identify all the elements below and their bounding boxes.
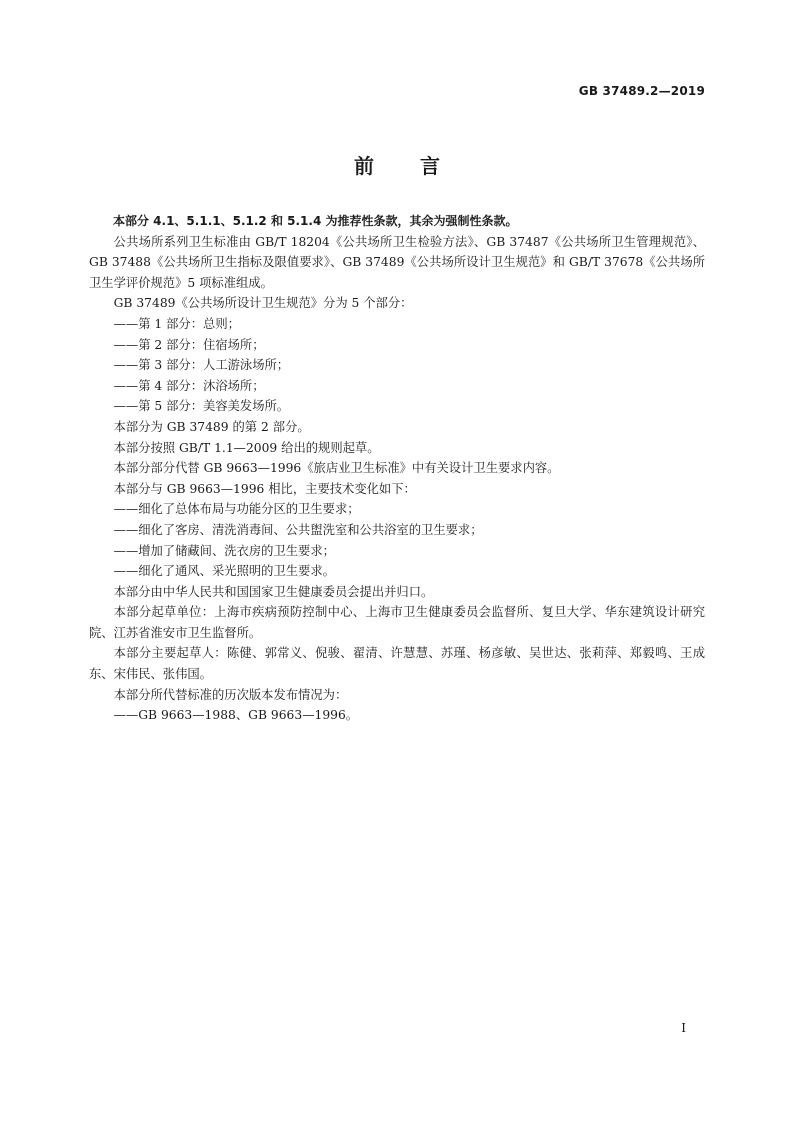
paragraph-replaces: 本部分部分代替 GB 9663—1996《旅店业卫生标准》中有关设计卫生要求内容。 xyxy=(113,461,560,476)
paragraph-previous-editions: 本部分所代替标准的历次版本发布情况为： xyxy=(113,687,348,702)
list-item-part-5: ——第 5 部分：美容美发场所。 xyxy=(113,399,290,414)
paragraph-drafting-rules: 本部分按照 GB/T 1.1—2009 给出的规则起草。 xyxy=(113,440,380,455)
list-item-change-4: ——细化了通风、采光照明的卫生要求。 xyxy=(113,564,335,579)
list-item-previous-editions: ——GB 9663—1988、GB 9663—1996。 xyxy=(113,708,359,723)
list-item-part-3: ——第 3 部分：人工游泳场所； xyxy=(113,358,290,373)
paragraph-drafting-units: 本部分起草单位：上海市疾病预防控制中心、上海市卫生健康委员会监督所、复旦大学、华东建筑设计研究院、江苏省淮安市卫生监督所。 xyxy=(89,605,705,640)
paragraph-normative-clauses: 本部分 4.1、5.1.1、5.1.2 和 5.1.4 为推荐性条款，其余为强制性条款。 xyxy=(113,214,518,228)
paragraph-this-part: 本部分为 GB 37489 的第 2 部分。 xyxy=(113,419,310,434)
list-item-part-4: ——第 4 部分：沐浴场所； xyxy=(113,378,265,393)
list-item-part-2: ——第 2 部分：住宿场所； xyxy=(113,337,265,352)
paragraph-proposed-by: 本部分由中华人民共和国国家卫生健康委员会提出并归口。 xyxy=(113,584,434,599)
paragraph-drafters: 本部分主要起草人：陈健、郭常义、倪骏、翟清、许慧慧、苏瑾、杨彦敏、吴世达、张莉萍、郑毅鸣、王成东、宋伟民、张伟国。 xyxy=(89,646,705,682)
list-item-part-1: ——第 1 部分：总则； xyxy=(113,316,240,331)
list-item-change-3: ——增加了储藏间、洗衣房的卫生要求； xyxy=(113,543,335,558)
list-item-change-1: ——细化了总体布局与功能分区的卫生要求； xyxy=(113,502,360,517)
standard-code: GB 37489.2—2019 xyxy=(578,84,705,98)
list-item-change-2: ——细化了客房、清洗消毒间、公共盥洗室和公共浴室的卫生要求； xyxy=(113,522,483,537)
foreword-content xyxy=(89,211,705,726)
page-number: I xyxy=(681,1021,686,1035)
paragraph-changes-intro: 本部分与 GB 9663—1996 相比，主要技术变化如下： xyxy=(113,481,416,496)
paragraph-parts-intro: GB 37489《公共场所设计卫生规范》分为 5 个部分： xyxy=(113,296,413,311)
paragraph-series-composition: 公共场所系列卫生标准由 GB/T 18204《公共场所卫生检验方法》、GB 37487《公共场所卫生管理规范》、GB 37488《公共场所卫生指标及限值要求》、GB 37489《公共场所设计卫生规范》和 GB/T 37678《公共场所卫生学评价规范》5 项标准组成。 xyxy=(89,234,705,290)
page-title: 前言 xyxy=(354,154,486,178)
